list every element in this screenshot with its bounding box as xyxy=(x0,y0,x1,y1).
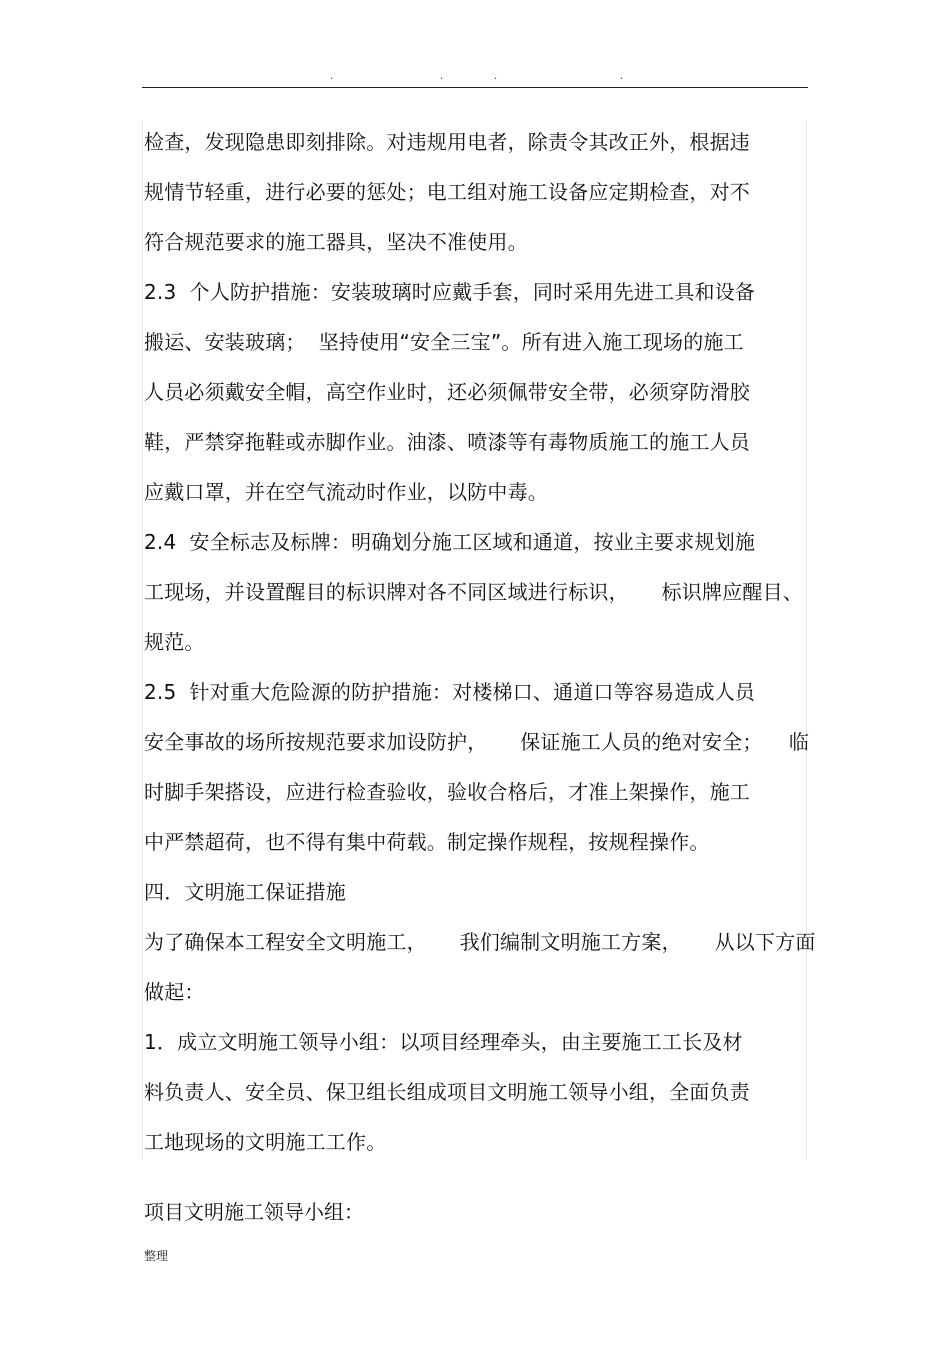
section-heading: 四．文明施工保证措施 xyxy=(144,880,346,904)
header-rule xyxy=(142,87,808,88)
page-frame-left xyxy=(142,120,143,1160)
header-dot: . xyxy=(494,71,498,82)
body-line: 工现场，并设置醒目的标识牌对各不同区域进行标识， 标识牌应醒目、 xyxy=(144,580,803,604)
body-line: 2.5 针对重大危险源的防护措施：对楼梯口、通道口等容易造成人员 xyxy=(144,680,756,704)
body-line: 搬运、安装玻璃； 坚持使用“安全三宝”。所有进入施工现场的施工 xyxy=(144,330,744,354)
leadership-group-heading: 项目文明施工领导小组： xyxy=(144,1200,364,1224)
body-line: 2.3 个人防护措施：安装玻璃时应戴手套，同时采用先进工具和设备 xyxy=(144,280,756,304)
header-dot: . xyxy=(330,71,334,82)
header-dots xyxy=(0,72,950,86)
body-line: 符合规范要求的施工器具，坚决不准使用。 xyxy=(144,230,528,254)
body-line: 人员必须戴安全帽，高空作业时，还必须佩带安全带，必须穿防滑胶 xyxy=(144,380,750,404)
header-dot: . xyxy=(620,71,624,82)
body-line: 检查，发现隐患即刻排除。对违规用电者，除责令其改正外，根据违 xyxy=(144,130,750,154)
body-line: 1．成立文明施工领导小组：以项目经理牵头，由主要施工工长及材 xyxy=(144,1030,743,1054)
body-line: 安全事故的场所按规范要求加设防护， 保证施工人员的绝对安全； 临 xyxy=(144,730,810,754)
body-line: 应戴口罩，并在空气流动时作业，以防中毒。 xyxy=(144,480,548,504)
footer-label: 整理 xyxy=(144,1249,169,1263)
body-line: 中严禁超荷，也不得有集中荷载。制定操作规程，按规程操作。 xyxy=(144,830,710,854)
body-line: 为了确保本工程安全文明施工， 我们编制文明施工方案， 从以下方面 xyxy=(144,930,816,954)
body-line: 鞋，严禁穿拖鞋或赤脚作业。油漆、喷漆等有毒物质施工的施工人员 xyxy=(144,430,750,454)
header-dot: . xyxy=(440,71,444,82)
body-line: 时脚手架搭设，应进行检查验收，验收合格后，才准上架操作，施工 xyxy=(144,780,750,804)
body-line: 料负责人、安全员、保卫组长组成项目文明施工领导小组，全面负责 xyxy=(144,1080,750,1104)
body-line: 工地现场的文明施工工作。 xyxy=(144,1130,387,1154)
body-line: 2.4 安全标志及标牌：明确划分施工区域和通道，按业主要求规划施 xyxy=(144,530,756,554)
body-line: 规范。 xyxy=(144,630,205,654)
document-body xyxy=(144,117,816,1167)
body-line: 做起： xyxy=(144,980,205,1004)
body-line: 规情节轻重，进行必要的惩处；电工组对施工设备应定期检查，对不 xyxy=(144,180,750,204)
